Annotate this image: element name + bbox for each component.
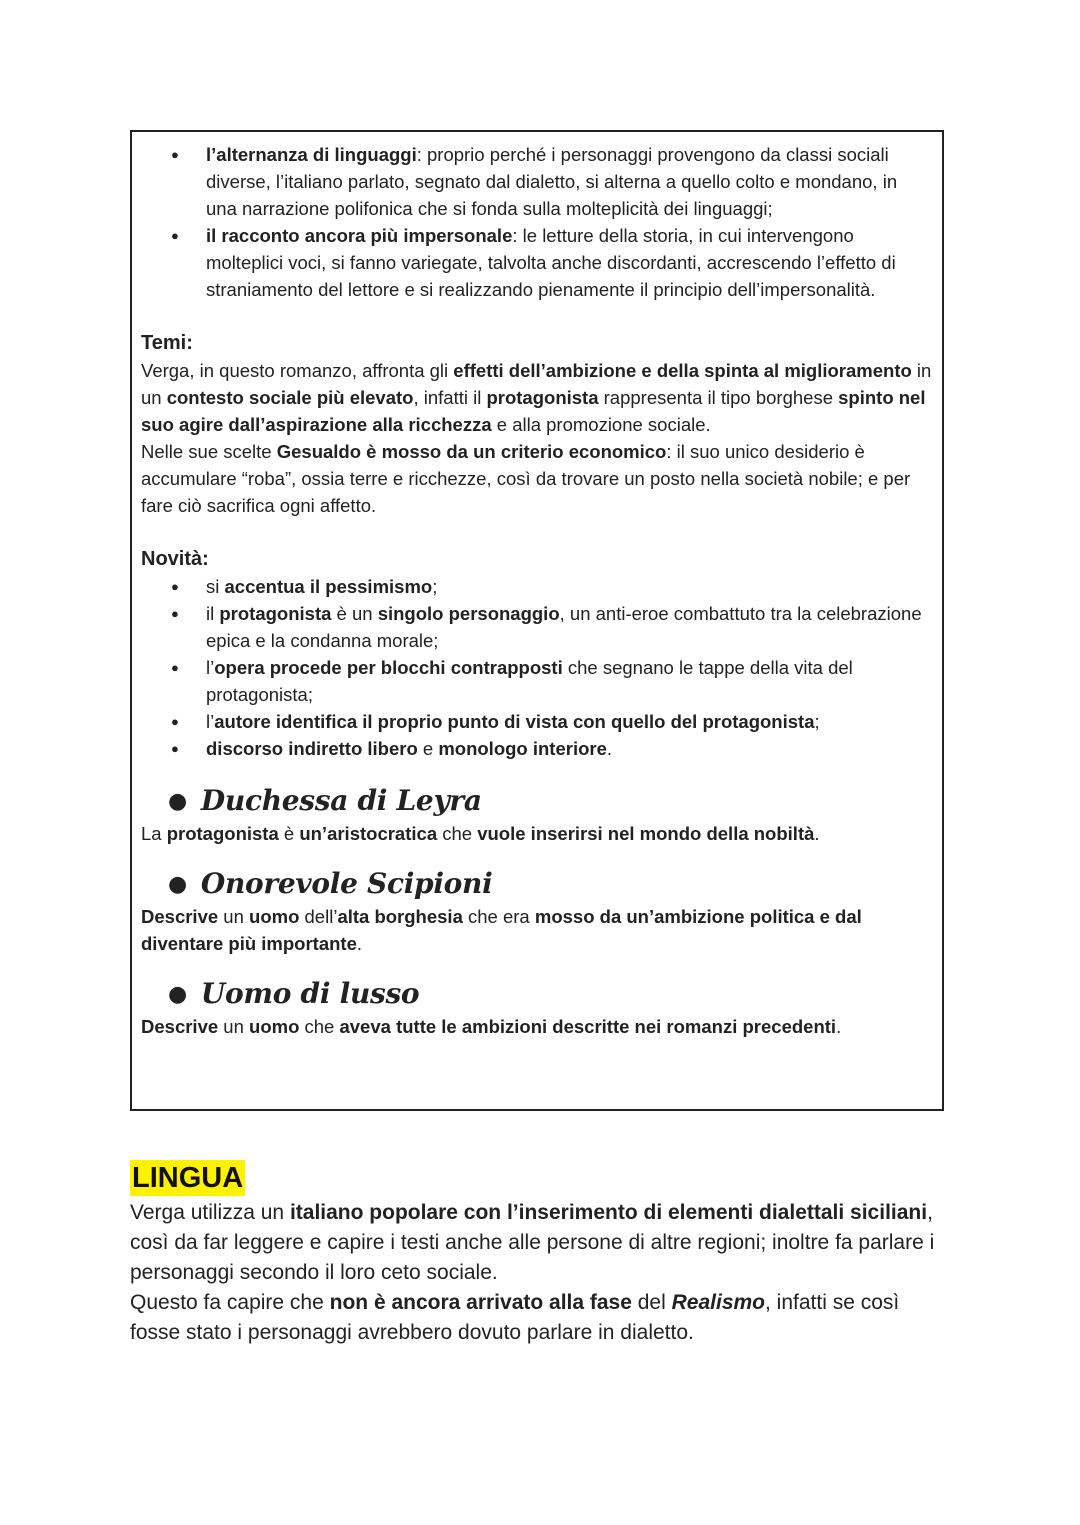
novita-list [141, 573, 933, 762]
content-box-inner [141, 141, 933, 1040]
work-title-duchessa: ● Duchessa di Leyra [168, 784, 482, 817]
temi-heading: Temi: [141, 332, 193, 354]
item-keyword: l’alternanza di linguaggi [206, 144, 417, 165]
bullet-icon: ● [168, 788, 187, 814]
list-item: ● l’opera procede per blocchi contrapposti che segnano le tappe della vita del protagonista; [141, 654, 933, 708]
item-text: : le letture della storia, in cui intervengono molteplici voci, si fanno variegate, talvolta anche discordanti, accrescendo l’effetto di straniamento del lettore e si realizzando pienamente il principio dell’impersonalità. [206, 225, 896, 300]
list-item: ● discorso indiretto libero e monologo interiore. [141, 735, 933, 762]
language-features-list [141, 141, 933, 303]
bullet-icon: ● [168, 981, 187, 1007]
lingua-paragraph-1: Verga utilizza un italiano popolare con l’inserimento di elementi dialettali siciliani, così da far leggere e capire i testi anche alle persone di altre regioni; inoltre fa parlare i personaggi secondo il loro ceto sociale. [130, 1201, 935, 1284]
content-box [130, 130, 944, 1111]
temi-paragraph-1: Verga, in questo romanzo, affronta gli effetti dell’ambizione e della spinta al miglioramento in un contesto sociale più elevato, infatti il protagonista rappresenta il tipo borghese spinto nel suo agire dall’aspirazione alla ricchezza e alla promozione sociale. [141, 360, 932, 435]
item-keyword: il racconto ancora più impersonale [206, 225, 513, 246]
list-item [141, 222, 933, 303]
list-item: ● il protagonista è un singolo personaggio, un anti-eroe combattuto tra la celebrazione epica e la condanna morale; [141, 600, 933, 654]
lingua-section [130, 1160, 950, 1348]
novita-heading: Novità: [141, 548, 209, 570]
bullet-icon: ● [168, 871, 187, 897]
work-desc-duchessa: La protagonista è un’aristocratica che vuole inserirsi nel mondo della nobiltà. [141, 823, 820, 844]
work-title-uomo-di-lusso: ● Uomo di lusso [168, 977, 420, 1010]
list-item: ● si accentua il pessimismo; [141, 573, 933, 600]
lingua-paragraph-2: Questo fa capire che non è ancora arrivato alla fase del Realismo, infatti se così fosse stato i personaggi avrebbero dovuto parlare in dialetto. [130, 1291, 900, 1344]
work-desc-scipioni: Descrive un uomo dell’alta borghesia che era mosso da un’ambizione politica e dal diventare più importante. [141, 906, 862, 954]
work-desc-uomo-di-lusso: Descrive un uomo che aveva tutte le ambizioni descritte nei romanzi precedenti. [141, 1016, 842, 1037]
lingua-heading: LINGUA [132, 1162, 244, 1194]
list-item [141, 141, 933, 222]
work-title-scipioni: ● Onorevole Scipioni [168, 867, 493, 900]
temi-paragraph-2: Nelle sue scelte Gesualdo è mosso da un criterio economico: il suo unico desiderio è accumulare “roba”, ossia terre e ricchezze, così da trovare un posto nella società nobile; e per fare ciò sacrifica ogni affetto. [141, 441, 911, 516]
list-item: ● l’autore identifica il proprio punto di vista con quello del protagonista; [141, 708, 933, 735]
item-text: : proprio perché i personaggi provengono da classi sociali diverse, l’italiano parlato, segnato dal dialetto, si alterna a quello colto e mondano, in una narrazione polifonica che si fonda sulla molteplicità dei linguaggi; [206, 144, 898, 219]
